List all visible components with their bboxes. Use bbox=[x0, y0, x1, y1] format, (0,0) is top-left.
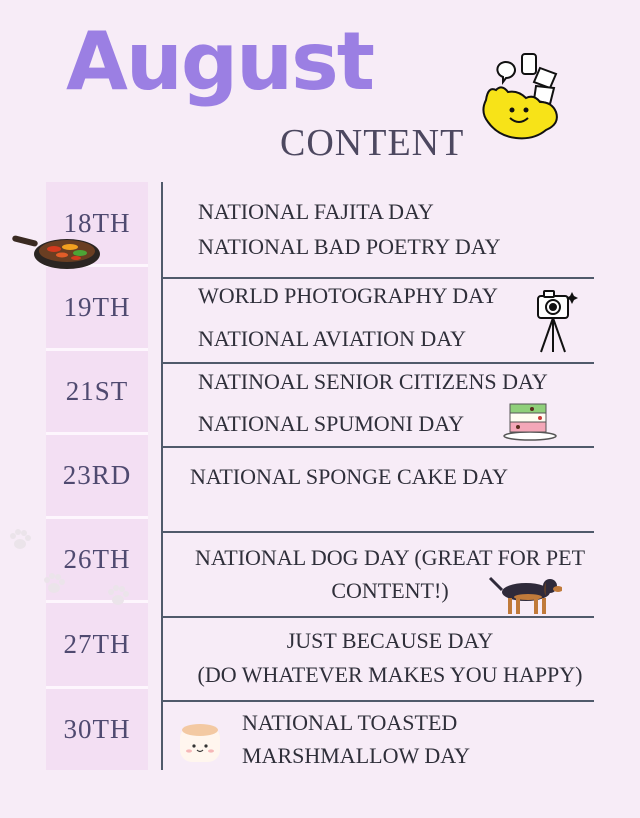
page-title: August bbox=[66, 15, 373, 108]
page-subtitle: CONTENT bbox=[280, 122, 465, 164]
row-divider bbox=[161, 446, 594, 448]
table-divider-vertical bbox=[161, 182, 163, 770]
row-divider bbox=[161, 700, 594, 702]
event-item: (DO WHATEVER MAKES YOU HAPPY) bbox=[197, 662, 583, 687]
date-label: 27TH bbox=[63, 629, 131, 659]
event-item: NATIONAL DOG DAY (GREAT FOR PET bbox=[194, 545, 586, 570]
event-item: NATIONAL TOASTED bbox=[242, 710, 458, 735]
yellow-mascot-icon bbox=[478, 52, 570, 144]
date-label: 26TH bbox=[63, 544, 131, 574]
event-item: NATIONAL SPUMONI DAY bbox=[198, 411, 465, 436]
paw-print-icon bbox=[6, 526, 134, 610]
event-item: NATIONAL BAD POETRY DAY bbox=[198, 234, 501, 259]
event-item: NATINOAL SENIOR CITIZENS DAY bbox=[198, 369, 548, 394]
event-item: CONTENT!) bbox=[331, 578, 449, 603]
event-item: NATIONAL FAJITA DAY bbox=[198, 199, 434, 224]
date-label: 19TH bbox=[63, 292, 131, 322]
date-label: 18TH bbox=[63, 207, 131, 238]
fajita-skillet-icon bbox=[12, 228, 102, 274]
date-label: 30TH bbox=[63, 714, 131, 744]
row-divider bbox=[161, 531, 594, 533]
event-item: MARSHMALLOW DAY bbox=[242, 743, 470, 768]
event-item: WORLD PHOTOGRAPHY DAY bbox=[198, 283, 498, 308]
camera-tripod-icon bbox=[532, 284, 578, 354]
marshmallow-icon bbox=[176, 718, 226, 768]
spumoni-cake-icon bbox=[502, 400, 558, 442]
date-label: 23RD bbox=[62, 460, 132, 490]
event-item: NATIONAL AVIATION DAY bbox=[198, 326, 467, 351]
date-label: 21ST bbox=[65, 376, 129, 406]
row-divider bbox=[161, 362, 594, 364]
event-item: JUST BECAUSE DAY bbox=[286, 628, 494, 653]
dachshund-icon bbox=[488, 572, 562, 618]
row-divider bbox=[161, 277, 594, 279]
event-item: NATIONAL SPONGE CAKE DAY bbox=[190, 464, 508, 489]
